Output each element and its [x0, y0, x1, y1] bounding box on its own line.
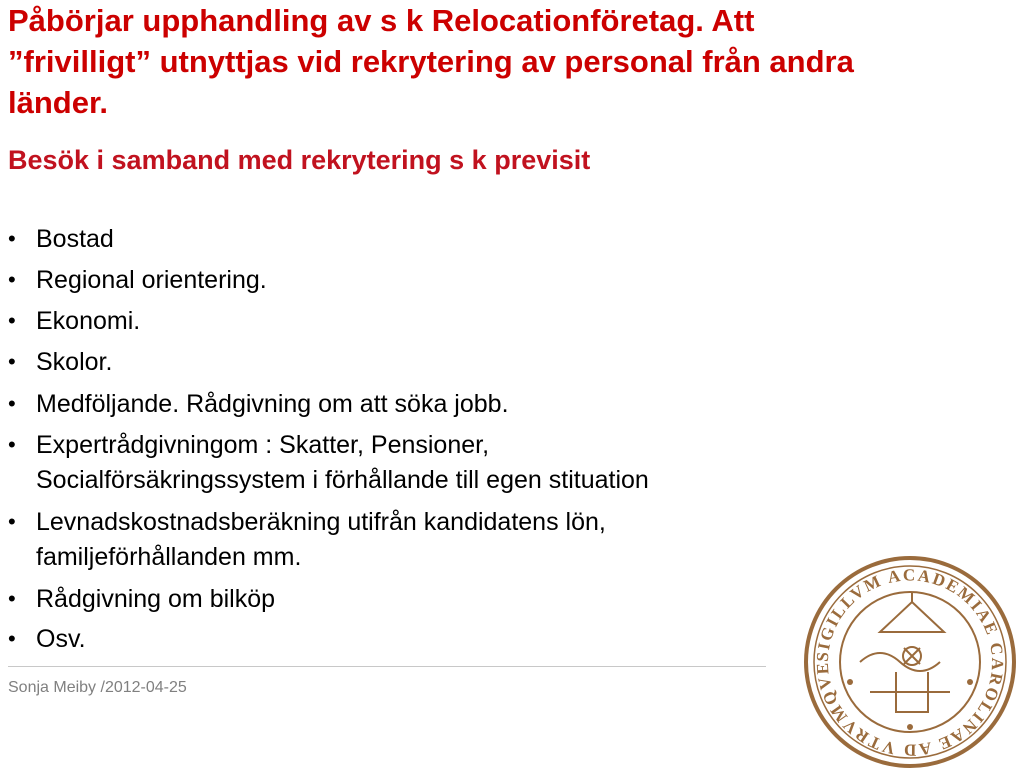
seal-ring-text: SIGILLVM ACADEMIAE CAROLINAE AD VTRVMQVE [812, 565, 1008, 760]
bullet-dot: • [8, 432, 16, 457]
bullet-text-line: Expertrådgivningom : Skatter, Pensioner, [36, 431, 490, 459]
footer-divider [8, 666, 766, 667]
slide-subheading: Besök i samband med rekrytering s k previsit [8, 145, 591, 175]
bullet-text-line: Rådgivning om bilköp [36, 585, 276, 613]
bullet-dot: • [8, 349, 16, 374]
university-seal-logo [800, 552, 1020, 772]
seal-decoration [847, 679, 973, 730]
bullet-dot: • [8, 308, 16, 333]
bullet-text-line: Ekonomi. [36, 307, 141, 335]
bullet-dot: • [8, 391, 16, 416]
bullet-text-line: Medföljande. Rådgivning om att söka jobb. [36, 390, 509, 418]
seal-emblem [860, 592, 950, 712]
bullet-dot: • [8, 626, 16, 651]
bullet-text-line: Levnadskostnadsberäkning utifrån kandidatens lön, [36, 508, 606, 536]
bullet-text-line: Skolor. [36, 348, 113, 376]
bullet-text-line: Osv. [36, 625, 86, 653]
bullet-text-line: Regional orientering. [36, 266, 267, 294]
bullet-dot: • [8, 509, 16, 534]
bullet-text-line: familjeförhållanden mm. [36, 543, 302, 571]
bullet-dot: • [8, 226, 16, 251]
seal-rings [806, 558, 1014, 766]
bullet-text-line: Socialförsäkringssystem i förhållande till egen stituation [36, 466, 649, 494]
bullet-dot: • [8, 267, 16, 292]
bullet-dot: • [8, 586, 16, 611]
slide-title: Påbörjar upphandling av s k Relocationföretag. Att ”frivilligt” utnyttjas vid rekrytering av personal från andra länder. [8, 3, 854, 120]
bullet-text-line: Bostad [36, 225, 114, 253]
footer-author-date: Sonja Meiby /2012-04-25 [8, 679, 187, 696]
